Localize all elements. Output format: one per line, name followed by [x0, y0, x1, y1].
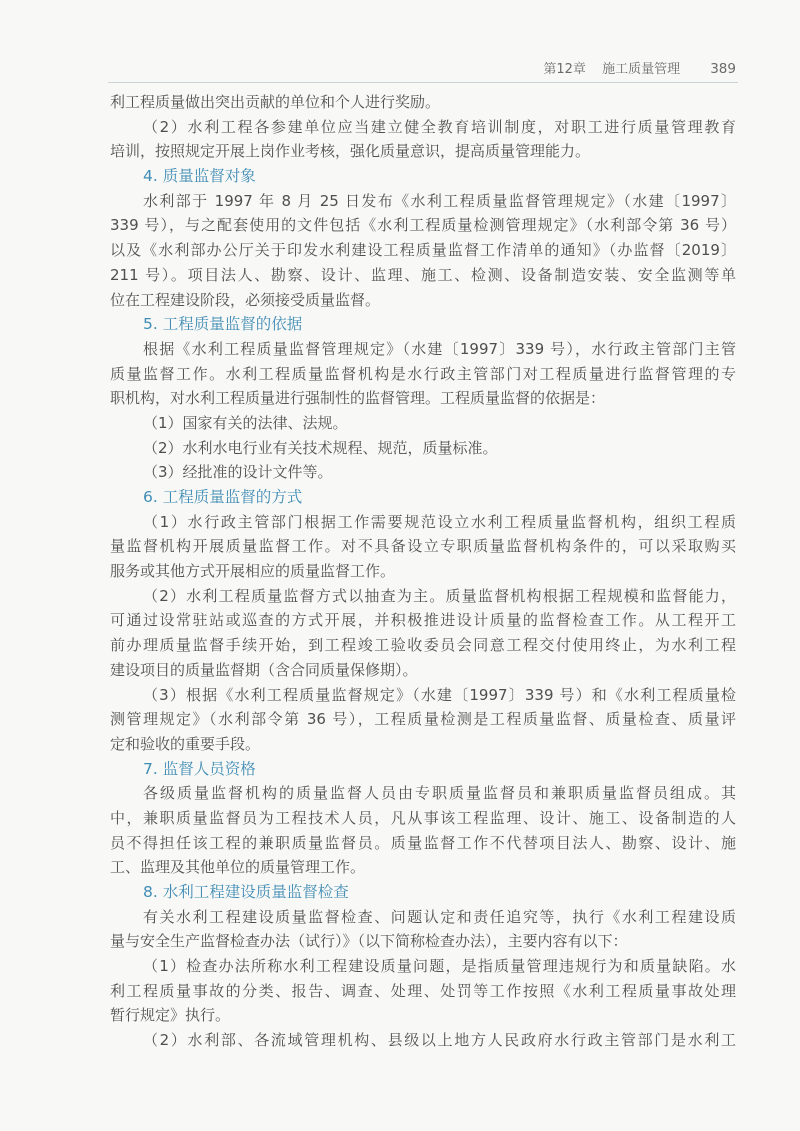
- text-line: （2）水利水电行业有关技术规程、规范，质量标准。: [143, 438, 498, 457]
- text-line: （2）水利工程各参建单位应当建立健全教育培训制度，对职工进行质量管理教育: [143, 117, 736, 136]
- page-number: 389: [710, 61, 736, 77]
- text-line: 水利部于 1997 年 8 月 25 日发布《水利工程质量监督管理规定》（水建〔1997〕: [143, 191, 736, 210]
- text-line: （1）水行政主管部门根据工作需要规范设立水利工程质量监督机构，组织工程质: [143, 512, 736, 531]
- text-line: （3）经批准的设计文件等。: [143, 463, 333, 482]
- chapter-title: 施工质量管理: [602, 62, 681, 77]
- running-header: [110, 58, 736, 80]
- section-heading: 5. 工程质量监督的依据: [143, 315, 303, 334]
- text-line: 利工程质量事故的分类、报告、调查、处理、处罚等工作按照《水利工程质量事故处理: [110, 981, 736, 1000]
- text-line: 量监督机构开展质量监督工作。对不具备设立专职质量监督机构条件的，可以采取购买: [110, 537, 736, 556]
- paragraph: [110, 460, 736, 485]
- paragraph: [110, 90, 736, 115]
- paragraph: [110, 683, 736, 757]
- text-line: 职机构，对水利工程质量进行强制性的监督管理。工程质量监督的依据是：: [110, 389, 606, 408]
- text-line: 211 号）。项目法人、勘察、设计、监理、施工、检测、设备制造安装、安全监测等单: [110, 265, 736, 284]
- text-line: 前办理质量监督手续开始，到工程竣工验收委员会同意工程交付使用终止，为水利工程: [110, 636, 736, 655]
- text-line: 质量监督工作。水利工程质量监督机构是水行政主管部门对工程质量进行监督管理的专: [110, 364, 736, 383]
- text-line: （1）检查办法所称水利工程建设质量问题，是指质量管理违规行为和质量缺陷。水: [143, 957, 736, 976]
- text-line: 根据《水利工程质量监督管理规定》（水建〔1997〕339 号），水行政主管部门主管: [143, 339, 736, 358]
- text-line: 建设项目的质量监督期（含合同质量保修期）。: [110, 660, 418, 679]
- paragraph: [110, 1028, 736, 1053]
- text-line: （1）国家有关的法律、法规。: [143, 413, 348, 432]
- text-line: 量与安全生产监督检查办法（试行）》（以下简称检查办法），主要内容有以下：: [110, 932, 628, 951]
- paragraph: [110, 954, 736, 1028]
- section-heading: 6. 工程质量监督的方式: [143, 488, 303, 506]
- section-heading: 7. 监督人员资格: [143, 759, 256, 778]
- text-line: 位在工程建设阶段，必须接受质量监督。: [110, 290, 381, 309]
- text-line: 培训，按照规定开展上岗作业考核，强化质量意识，提高质量管理能力。: [110, 142, 591, 161]
- text-line: 339 号），与之配套使用的文件包括《水利工程质量检测管理规定》（水利部令第 36 号）: [110, 216, 736, 235]
- chapter-number: 第12章: [543, 62, 586, 77]
- section-heading: 8. 水利工程建设质量监督检查: [143, 883, 349, 901]
- text-line: （2）水利部、各流域管理机构、县级以上地方人民政府水行政主管部门是水利工: [143, 1031, 736, 1050]
- paragraph: [110, 781, 736, 880]
- paragraph: [110, 436, 736, 461]
- text-line: 有关水利工程建设质量监督检查、问题认定和责任追究等，执行《水利工程建设质: [143, 907, 736, 926]
- page-body: [110, 90, 736, 1053]
- text-line: 员不得担任该工程的兼职质量监督员。质量监督工作不代替项目法人、勘察、设计、施: [110, 833, 736, 852]
- paragraph: [110, 337, 736, 411]
- paragraph: [110, 584, 736, 683]
- text-line: 利工程质量做出突出贡献的单位和个人进行奖励。: [110, 93, 441, 111]
- text-line: （2）水利工程质量监督方式以抽查为主。质量监督机构根据工程规模和监督能力，: [143, 586, 736, 605]
- text-line: 服务或其他方式开展相应的质量监督工作。: [110, 562, 396, 581]
- text-line: 定和验收的重要手段。: [110, 734, 261, 753]
- text-line: 暂行规定》执行。: [110, 1006, 231, 1025]
- paragraph: [110, 905, 736, 954]
- paragraph: [110, 189, 736, 312]
- text-line: （3）根据《水利工程质量监督规定》（水建〔1997〕339 号）和《水利工程质量检: [143, 685, 736, 704]
- paragraph: [110, 115, 736, 164]
- text-line: 以及《水利部办公厅关于印发水利建设工程质量监督工作清单的通知》（办监督〔2019〕: [110, 241, 736, 260]
- text-line: 可通过设常驻站或巡查的方式开展，并积极推进设计质量的监督检查工作。从工程开工: [110, 611, 736, 630]
- paragraph: [110, 411, 736, 436]
- paragraph: [110, 510, 736, 584]
- text-line: 各级质量监督机构的质量监督人员由专职质量监督员和兼职质量监督员组成。其: [143, 784, 736, 803]
- text-line: 测管理规定》（水利部令第 36 号），工程质量检测是工程质量监督、质量检查、质量评: [110, 710, 736, 729]
- header-rule: [108, 82, 738, 83]
- text-line: 工、监理及其他单位的质量管理工作。: [110, 858, 366, 877]
- section-heading: 4. 质量监督对象: [143, 167, 256, 186]
- text-line: 中，兼职质量监督员为工程技术人员，凡从事该工程监理、设计、施工、设备制造的人: [110, 808, 736, 827]
